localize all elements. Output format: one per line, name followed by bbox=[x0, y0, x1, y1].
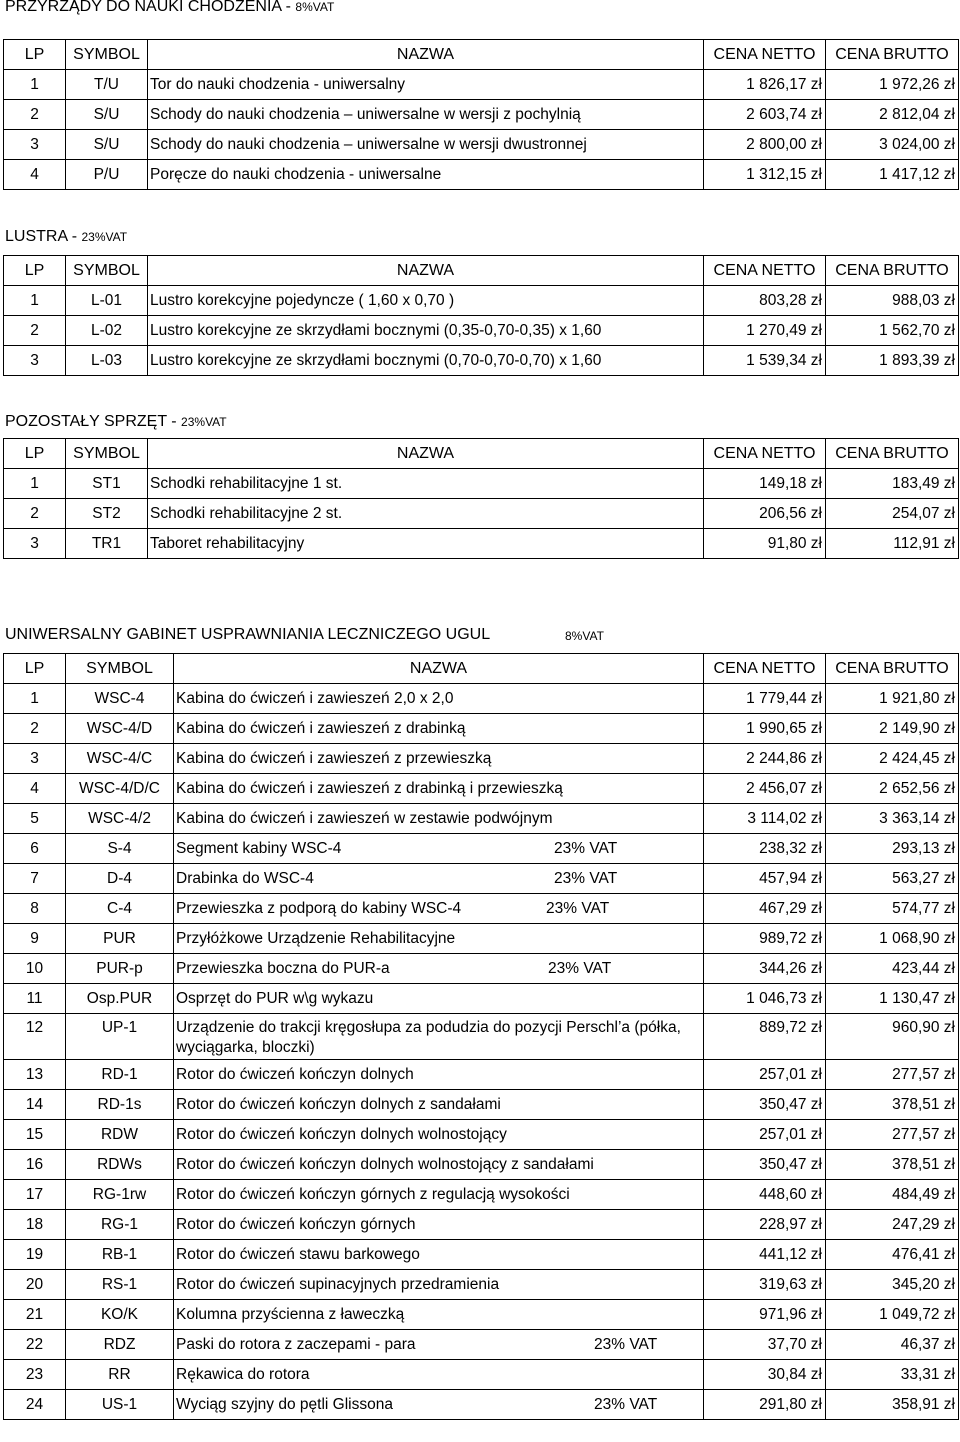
row-netto: 30,84 zł bbox=[704, 1360, 826, 1390]
column-header-brutto: CENA BRUTTO bbox=[826, 256, 959, 286]
column-header-lp: LP bbox=[4, 256, 66, 286]
row-lp: 19 bbox=[4, 1240, 66, 1270]
table-row bbox=[4, 984, 959, 1014]
section-heading-pozostaly bbox=[5, 413, 227, 431]
table-row bbox=[4, 1330, 959, 1360]
table-row bbox=[4, 774, 959, 804]
row-netto: 206,56 zł bbox=[704, 499, 826, 529]
row-name bbox=[174, 804, 704, 834]
row-brutto: 46,37 zł bbox=[826, 1330, 959, 1360]
row-brutto: 1 562,70 zł bbox=[826, 316, 959, 346]
row-name-text: Kolumna przyścienna z ławeczką bbox=[176, 1305, 405, 1323]
row-netto: 2 244,86 zł bbox=[704, 744, 826, 774]
row-symbol: ST1 bbox=[66, 469, 148, 499]
table-row bbox=[4, 864, 959, 894]
row-name bbox=[148, 499, 704, 529]
row-name-text: Rotor do ćwiczeń kończyn dolnych bbox=[176, 1065, 414, 1083]
row-symbol: L-01 bbox=[66, 286, 148, 316]
header-row bbox=[4, 256, 959, 286]
row-name bbox=[148, 316, 704, 346]
table-row bbox=[4, 1270, 959, 1300]
row-name-text: Lustro korekcyjne ze skrzydłami bocznymi (0,35-0,70-0,35) x 1,60 bbox=[150, 321, 602, 339]
row-lp: 3 bbox=[4, 130, 66, 160]
section-heading-chodzenie bbox=[5, 0, 334, 16]
row-symbol: PUR-p bbox=[66, 954, 174, 984]
row-name bbox=[148, 469, 704, 499]
row-lp: 4 bbox=[4, 774, 66, 804]
row-netto: 1 312,15 zł bbox=[704, 160, 826, 190]
row-name bbox=[148, 529, 704, 559]
column-header-lp: LP bbox=[4, 40, 66, 70]
row-netto: 1 270,49 zł bbox=[704, 316, 826, 346]
row-name bbox=[174, 1360, 704, 1390]
row-vat: 23% VAT bbox=[548, 959, 612, 977]
row-lp: 23 bbox=[4, 1360, 66, 1390]
row-symbol: WSC-4 bbox=[66, 684, 174, 714]
row-vat: 23% VAT bbox=[594, 1335, 658, 1353]
row-lp: 2 bbox=[4, 316, 66, 346]
row-vat: 23% VAT bbox=[554, 839, 618, 857]
column-header-symbol: SYMBOL bbox=[66, 439, 148, 469]
row-lp: 11 bbox=[4, 984, 66, 1014]
table-row bbox=[4, 286, 959, 316]
row-brutto: 247,29 zł bbox=[826, 1210, 959, 1240]
row-name bbox=[174, 1060, 704, 1090]
row-netto: 350,47 zł bbox=[704, 1090, 826, 1120]
row-name-text: Kabina do ćwiczeń i zawieszeń z drabinką i przewieszką bbox=[176, 779, 563, 797]
row-name-text: Paski do rotora z zaczepami - para bbox=[176, 1335, 416, 1353]
row-brutto: 1 417,12 zł bbox=[826, 160, 959, 190]
row-symbol: RDZ bbox=[66, 1330, 174, 1360]
header-row bbox=[4, 654, 959, 684]
price-table-lustra bbox=[3, 255, 959, 376]
row-name-text: Schodki rehabilitacyjne 2 st. bbox=[150, 504, 343, 522]
row-netto: 971,96 zł bbox=[704, 1300, 826, 1330]
row-name bbox=[174, 1270, 704, 1300]
column-header-symbol: SYMBOL bbox=[66, 654, 174, 684]
row-lp: 2 bbox=[4, 100, 66, 130]
row-name bbox=[174, 1180, 704, 1210]
row-symbol: TR1 bbox=[66, 529, 148, 559]
row-name-text: Tor do nauki chodzenia - uniwersalny bbox=[150, 75, 406, 93]
table-row bbox=[4, 1180, 959, 1210]
row-name bbox=[174, 984, 704, 1014]
row-netto: 238,32 zł bbox=[704, 834, 826, 864]
row-name-text: Kabina do ćwiczeń i zawieszeń w zestawie podwójnym bbox=[176, 809, 553, 827]
row-name bbox=[174, 1150, 704, 1180]
row-lp: 24 bbox=[4, 1390, 66, 1420]
row-name bbox=[174, 1390, 704, 1420]
row-netto: 291,80 zł bbox=[704, 1390, 826, 1420]
column-header-brutto: CENA BRUTTO bbox=[826, 40, 959, 70]
column-header-nazwa: NAZWA bbox=[148, 40, 704, 70]
row-symbol: C-4 bbox=[66, 894, 174, 924]
row-name-text: Drabinka do WSC-4 bbox=[176, 869, 314, 887]
row-name bbox=[174, 774, 704, 804]
row-symbol: RS-1 bbox=[66, 1270, 174, 1300]
table-row bbox=[4, 1014, 959, 1060]
table-row bbox=[4, 1210, 959, 1240]
row-netto: 1 826,17 zł bbox=[704, 70, 826, 100]
table-row bbox=[4, 714, 959, 744]
row-name-text: Lustro korekcyjne ze skrzydłami bocznymi (0,70-0,70-0,70) x 1,60 bbox=[150, 351, 602, 369]
table-row bbox=[4, 834, 959, 864]
row-symbol: RG-1 bbox=[66, 1210, 174, 1240]
row-brutto: 1 049,72 zł bbox=[826, 1300, 959, 1330]
row-symbol: WSC-4/2 bbox=[66, 804, 174, 834]
row-symbol: T/U bbox=[66, 70, 148, 100]
section-heading-lustra bbox=[5, 228, 127, 246]
table-row bbox=[4, 1150, 959, 1180]
row-symbol: S/U bbox=[66, 100, 148, 130]
row-symbol: RG-1rw bbox=[66, 1180, 174, 1210]
row-lp: 15 bbox=[4, 1120, 66, 1150]
row-symbol: RD-1 bbox=[66, 1060, 174, 1090]
row-netto: 319,63 zł bbox=[704, 1270, 826, 1300]
row-brutto: 358,91 zł bbox=[826, 1390, 959, 1420]
table-row bbox=[4, 160, 959, 190]
row-symbol: WSC-4/C bbox=[66, 744, 174, 774]
row-vat: 23% VAT bbox=[554, 869, 618, 887]
row-brutto: 183,49 zł bbox=[826, 469, 959, 499]
row-netto: 467,29 zł bbox=[704, 894, 826, 924]
row-name-text: Urządzenie do trakcji kręgosłupa za podudzia do pozycji Perschl’a (półka, wyciągarka, bloczki) bbox=[176, 1019, 681, 1056]
row-netto: 3 114,02 zł bbox=[704, 804, 826, 834]
table-row bbox=[4, 954, 959, 984]
row-name bbox=[174, 1240, 704, 1270]
row-netto: 344,26 zł bbox=[704, 954, 826, 984]
table-row bbox=[4, 130, 959, 160]
row-netto: 257,01 zł bbox=[704, 1120, 826, 1150]
row-name bbox=[174, 1014, 704, 1060]
row-netto: 448,60 zł bbox=[704, 1180, 826, 1210]
row-name bbox=[174, 1120, 704, 1150]
row-brutto: 476,41 zł bbox=[826, 1240, 959, 1270]
row-name-text: Rotor do ćwiczeń kończyn dolnych wolnostojący bbox=[176, 1125, 507, 1143]
row-lp: 6 bbox=[4, 834, 66, 864]
row-lp: 18 bbox=[4, 1210, 66, 1240]
row-symbol: WSC-4/D bbox=[66, 714, 174, 744]
row-name bbox=[174, 744, 704, 774]
row-lp: 20 bbox=[4, 1270, 66, 1300]
section-vat: 23%VAT bbox=[181, 415, 227, 429]
row-netto: 91,80 zł bbox=[704, 529, 826, 559]
row-name bbox=[174, 924, 704, 954]
row-brutto: 112,91 zł bbox=[826, 529, 959, 559]
row-name-text: Taboret rehabilitacyjny bbox=[150, 534, 305, 552]
row-lp: 21 bbox=[4, 1300, 66, 1330]
row-name-text: Schody do nauki chodzenia – uniwersalne w wersji dwustronnej bbox=[150, 135, 587, 153]
section-heading-ugul bbox=[5, 626, 604, 644]
row-name-text: Przewieszka z podporą do kabiny WSC-4 bbox=[176, 899, 462, 917]
row-name-text: Rotor do ćwiczeń supinacyjnych przedramienia bbox=[176, 1275, 500, 1293]
row-symbol: P/U bbox=[66, 160, 148, 190]
row-name-text: Rotor do ćwiczeń kończyn dolnych z sandałami bbox=[176, 1095, 501, 1113]
row-name bbox=[174, 1330, 704, 1360]
row-lp: 17 bbox=[4, 1180, 66, 1210]
row-netto: 2 603,74 zł bbox=[704, 100, 826, 130]
row-lp: 1 bbox=[4, 70, 66, 100]
row-netto: 228,97 zł bbox=[704, 1210, 826, 1240]
row-name-text: Kabina do ćwiczeń i zawieszeń z przewieszką bbox=[176, 749, 492, 767]
row-brutto: 1 972,26 zł bbox=[826, 70, 959, 100]
row-lp: 5 bbox=[4, 804, 66, 834]
table-row bbox=[4, 469, 959, 499]
row-symbol: S/U bbox=[66, 130, 148, 160]
column-header-netto: CENA NETTO bbox=[704, 40, 826, 70]
row-netto: 257,01 zł bbox=[704, 1060, 826, 1090]
row-symbol: RDWs bbox=[66, 1150, 174, 1180]
row-netto: 37,70 zł bbox=[704, 1330, 826, 1360]
section-title: LUSTRA - bbox=[5, 228, 78, 245]
table-row bbox=[4, 529, 959, 559]
row-name-text: Schody do nauki chodzenia – uniwersalne w wersji z pochylnią bbox=[150, 105, 581, 123]
row-name bbox=[148, 346, 704, 376]
row-name bbox=[148, 160, 704, 190]
table-row bbox=[4, 744, 959, 774]
row-name-text: Rękawica do rotora bbox=[176, 1365, 310, 1383]
column-header-netto: CENA NETTO bbox=[704, 654, 826, 684]
row-lp: 1 bbox=[4, 469, 66, 499]
row-symbol: KO/K bbox=[66, 1300, 174, 1330]
row-lp: 9 bbox=[4, 924, 66, 954]
row-brutto: 2 652,56 zł bbox=[826, 774, 959, 804]
table-row bbox=[4, 70, 959, 100]
row-lp: 14 bbox=[4, 1090, 66, 1120]
row-netto: 989,72 zł bbox=[704, 924, 826, 954]
row-brutto: 33,31 zł bbox=[826, 1360, 959, 1390]
row-name-text: Rotor do ćwiczeń kończyn górnych z regulacją wysokości bbox=[176, 1185, 570, 1203]
row-vat: 23% VAT bbox=[546, 899, 610, 917]
row-brutto: 254,07 zł bbox=[826, 499, 959, 529]
table-row bbox=[4, 684, 959, 714]
row-name bbox=[148, 100, 704, 130]
row-netto: 1 539,34 zł bbox=[704, 346, 826, 376]
row-brutto: 378,51 zł bbox=[826, 1150, 959, 1180]
row-lp: 10 bbox=[4, 954, 66, 984]
row-name bbox=[174, 714, 704, 744]
row-symbol: RB-1 bbox=[66, 1240, 174, 1270]
table-row bbox=[4, 1300, 959, 1330]
row-name bbox=[174, 864, 704, 894]
table-row bbox=[4, 1060, 959, 1090]
column-header-netto: CENA NETTO bbox=[704, 439, 826, 469]
table-row bbox=[4, 1120, 959, 1150]
row-netto: 149,18 zł bbox=[704, 469, 826, 499]
row-name-text: Poręcze do nauki chodzenia - uniwersalne bbox=[150, 165, 442, 183]
row-brutto: 563,27 zł bbox=[826, 864, 959, 894]
row-brutto: 1 893,39 zł bbox=[826, 346, 959, 376]
row-netto: 1 990,65 zł bbox=[704, 714, 826, 744]
table-row bbox=[4, 804, 959, 834]
table-row bbox=[4, 100, 959, 130]
row-lp: 22 bbox=[4, 1330, 66, 1360]
row-name bbox=[148, 130, 704, 160]
row-symbol: L-02 bbox=[66, 316, 148, 346]
row-netto: 1 046,73 zł bbox=[704, 984, 826, 1014]
section-title: POZOSTAŁY SPRZĘT - bbox=[5, 413, 177, 430]
price-table-ugul bbox=[3, 653, 959, 1420]
row-brutto: 1 068,90 zł bbox=[826, 924, 959, 954]
row-brutto: 345,20 zł bbox=[826, 1270, 959, 1300]
table-row bbox=[4, 316, 959, 346]
column-header-symbol: SYMBOL bbox=[66, 256, 148, 286]
section-title: UNIWERSALNY GABINET USPRAWNIANIA LECZNICZEGO UGUL bbox=[5, 626, 491, 643]
section-vat: 23%VAT bbox=[81, 230, 128, 244]
column-header-netto: CENA NETTO bbox=[704, 256, 826, 286]
row-brutto: 1 921,80 zł bbox=[826, 684, 959, 714]
section-title: PRZYRZĄDY DO NAUKI CHODZENIA - bbox=[5, 0, 291, 15]
row-name-text: Rotor do ćwiczeń kończyn dolnych wolnostojący z sandałami bbox=[176, 1155, 594, 1173]
column-header-lp: LP bbox=[4, 439, 66, 469]
header-row bbox=[4, 40, 959, 70]
section-vat: 8%VAT bbox=[565, 629, 604, 643]
price-table-chodzenie bbox=[3, 39, 959, 190]
row-brutto: 3 363,14 zł bbox=[826, 804, 959, 834]
row-netto: 350,47 zł bbox=[704, 1150, 826, 1180]
row-brutto: 1 130,47 zł bbox=[826, 984, 959, 1014]
row-brutto: 277,57 zł bbox=[826, 1060, 959, 1090]
row-brutto: 3 024,00 zł bbox=[826, 130, 959, 160]
row-name-text: Rotor do ćwiczeń stawu barkowego bbox=[176, 1245, 420, 1263]
table-row bbox=[4, 346, 959, 376]
row-name bbox=[174, 1210, 704, 1240]
row-name-text: Wyciąg szyjny do pętli Glissona bbox=[176, 1395, 393, 1413]
header-row bbox=[4, 439, 959, 469]
row-name-text: Kabina do ćwiczeń i zawieszeń 2,0 x 2,0 bbox=[176, 689, 454, 707]
row-symbol: L-03 bbox=[66, 346, 148, 376]
row-symbol: S-4 bbox=[66, 834, 174, 864]
row-symbol: PUR bbox=[66, 924, 174, 954]
row-lp: 16 bbox=[4, 1150, 66, 1180]
column-header-brutto: CENA BRUTTO bbox=[826, 439, 959, 469]
row-brutto: 423,44 zł bbox=[826, 954, 959, 984]
row-brutto: 378,51 zł bbox=[826, 1090, 959, 1120]
column-header-nazwa: NAZWA bbox=[148, 256, 704, 286]
row-lp: 12 bbox=[4, 1014, 66, 1060]
table-row bbox=[4, 894, 959, 924]
section-vat: 8%VAT bbox=[295, 0, 335, 14]
row-brutto: 484,49 zł bbox=[826, 1180, 959, 1210]
table-row bbox=[4, 1360, 959, 1390]
table-row bbox=[4, 1390, 959, 1420]
row-name-text: Kabina do ćwiczeń i zawieszeń z drabinką bbox=[176, 719, 466, 737]
price-table-pozostaly bbox=[3, 438, 959, 559]
row-netto: 457,94 zł bbox=[704, 864, 826, 894]
row-name-text: Lustro korekcyjne pojedyncze ( 1,60 x 0,70 ) bbox=[150, 291, 455, 309]
row-lp: 1 bbox=[4, 286, 66, 316]
row-brutto: 2 424,45 zł bbox=[826, 744, 959, 774]
row-name-text: Rotor do ćwiczeń kończyn górnych bbox=[176, 1215, 416, 1233]
row-lp: 4 bbox=[4, 160, 66, 190]
row-brutto: 988,03 zł bbox=[826, 286, 959, 316]
row-netto: 803,28 zł bbox=[704, 286, 826, 316]
column-header-nazwa: NAZWA bbox=[148, 439, 704, 469]
row-netto: 2 800,00 zł bbox=[704, 130, 826, 160]
row-symbol: RR bbox=[66, 1360, 174, 1390]
column-header-nazwa: NAZWA bbox=[174, 654, 704, 684]
row-brutto: 293,13 zł bbox=[826, 834, 959, 864]
table-row bbox=[4, 499, 959, 529]
row-netto: 889,72 zł bbox=[704, 1014, 826, 1060]
row-brutto: 2 812,04 zł bbox=[826, 100, 959, 130]
row-lp: 2 bbox=[4, 499, 66, 529]
row-lp: 2 bbox=[4, 714, 66, 744]
row-symbol: Osp.PUR bbox=[66, 984, 174, 1014]
column-header-lp: LP bbox=[4, 654, 66, 684]
row-symbol: RD-1s bbox=[66, 1090, 174, 1120]
row-symbol: WSC-4/D/C bbox=[66, 774, 174, 804]
row-symbol: UP-1 bbox=[66, 1014, 174, 1060]
row-symbol: ST2 bbox=[66, 499, 148, 529]
row-symbol: US-1 bbox=[66, 1390, 174, 1420]
row-name bbox=[148, 70, 704, 100]
row-name-text: Osprzęt do PUR w\g wykazu bbox=[176, 989, 374, 1007]
row-name-text: Przewieszka boczna do PUR-a bbox=[176, 959, 390, 977]
row-name bbox=[174, 684, 704, 714]
row-lp: 1 bbox=[4, 684, 66, 714]
row-lp: 13 bbox=[4, 1060, 66, 1090]
column-header-brutto: CENA BRUTTO bbox=[826, 654, 959, 684]
column-header-symbol: SYMBOL bbox=[66, 40, 148, 70]
row-name bbox=[174, 834, 704, 864]
row-lp: 3 bbox=[4, 346, 66, 376]
row-lp: 3 bbox=[4, 529, 66, 559]
table-row bbox=[4, 1090, 959, 1120]
row-brutto: 574,77 zł bbox=[826, 894, 959, 924]
row-name bbox=[148, 286, 704, 316]
row-lp: 7 bbox=[4, 864, 66, 894]
row-name-text: Przyłóżkowe Urządzenie Rehabilitacyjne bbox=[176, 929, 456, 947]
row-netto: 1 779,44 zł bbox=[704, 684, 826, 714]
row-symbol: D-4 bbox=[66, 864, 174, 894]
row-lp: 8 bbox=[4, 894, 66, 924]
row-name bbox=[174, 954, 704, 984]
row-lp: 3 bbox=[4, 744, 66, 774]
table-row bbox=[4, 924, 959, 954]
row-name bbox=[174, 1300, 704, 1330]
row-symbol: RDW bbox=[66, 1120, 174, 1150]
row-vat: 23% VAT bbox=[594, 1395, 658, 1413]
table-row bbox=[4, 1240, 959, 1270]
row-name bbox=[174, 1090, 704, 1120]
row-name-text: Schodki rehabilitacyjne 1 st. bbox=[150, 474, 343, 492]
row-brutto: 960,90 zł bbox=[826, 1014, 959, 1060]
row-name bbox=[174, 894, 704, 924]
row-netto: 2 456,07 zł bbox=[704, 774, 826, 804]
row-brutto: 277,57 zł bbox=[826, 1120, 959, 1150]
row-name-text: Segment kabiny WSC-4 bbox=[176, 839, 342, 857]
row-netto: 441,12 zł bbox=[704, 1240, 826, 1270]
row-brutto: 2 149,90 zł bbox=[826, 714, 959, 744]
